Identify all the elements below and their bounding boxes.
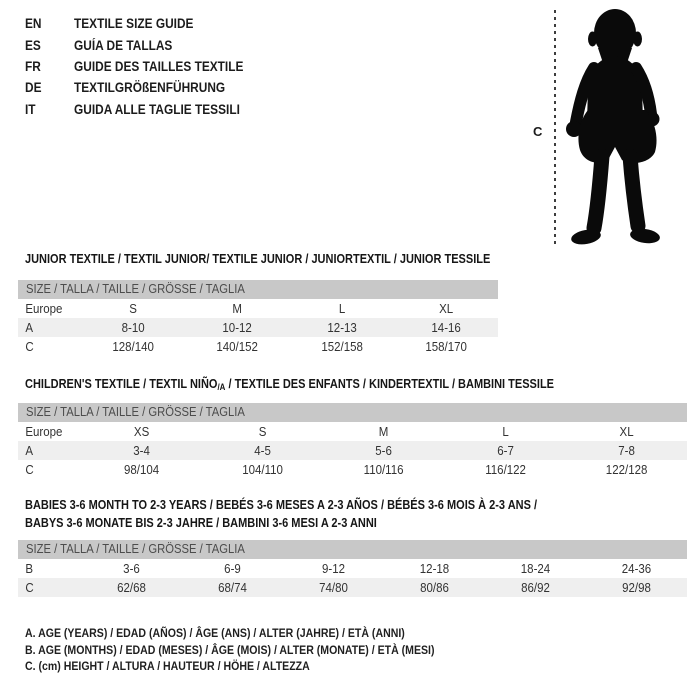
footnote-a: A. AGE (YEARS) / EDAD (AÑOS) / ÂGE (ANS) / ALTER (JAHRE) / ETÀ (ANNI) [25, 626, 405, 640]
section-title-junior: JUNIOR TEXTILE / TEXTIL JUNIOR/ TEXTILE JUNIOR / JUNIORTEXTIL / JUNIOR TESSILE [25, 252, 491, 266]
row-label: Europe [25, 301, 63, 316]
language-row-de [25, 77, 267, 98]
table-cell: S [129, 301, 137, 316]
junior-size-table [18, 280, 498, 356]
table-cell: 92/98 [622, 580, 651, 595]
table-row [18, 318, 498, 337]
table-cell: 140/152 [216, 339, 259, 354]
table-cell: 122/128 [605, 462, 648, 477]
table-cell: 7-8 [618, 443, 635, 458]
language-row-es [25, 34, 267, 55]
table-cell: 158/170 [425, 339, 467, 354]
footnotes [25, 626, 490, 676]
table-cell: 110/116 [364, 462, 404, 477]
table-cell: 104/110 [242, 462, 284, 477]
table-cell: 18-24 [520, 561, 551, 576]
baby-silhouette-icon [558, 6, 670, 248]
table-cell: 3-6 [123, 561, 140, 576]
language-code: EN [25, 16, 42, 32]
babies-size-table [18, 540, 687, 597]
language-title: GUIDA ALLE TAGLIE TESSILI [74, 101, 240, 117]
table-cell: 98/104 [123, 462, 160, 477]
table-cell: 86/92 [521, 580, 550, 595]
row-label: C [25, 580, 34, 595]
row-label: B [25, 561, 34, 576]
table-cell: 80/86 [420, 580, 449, 595]
table-cell: XS [133, 424, 150, 439]
row-label: Europe [25, 424, 63, 439]
language-code: FR [25, 58, 41, 74]
size-header-bar: SIZE / TALLA / TAILLE / GRÖSSE / TAGLIA [18, 540, 687, 559]
table-cell: 3-4 [133, 443, 150, 458]
language-code: IT [25, 101, 36, 117]
table-row [18, 578, 687, 597]
height-measure-label: C [533, 124, 543, 139]
section-title-children: CHILDREN'S TEXTILE / TEXTIL NIÑO/A / TEXTILE DES ENFANTS / KINDERTEXTIL / BAMBINI TESSILE [25, 377, 555, 392]
table-cell: 152/158 [320, 339, 363, 354]
language-title: GUÍA DE TALLAS [74, 37, 173, 53]
table-cell: 9-12 [321, 561, 346, 576]
row-label: A [25, 320, 34, 335]
children-size-table [18, 403, 687, 479]
table-cell: 6-9 [224, 561, 241, 576]
table-cell: 4-5 [254, 443, 272, 458]
table-row [18, 559, 687, 578]
size-header-bar: SIZE / TALLA / TAILLE / GRÖSSE / TAGLIA [18, 403, 687, 422]
language-title: TEXTILGRÖßENFÜHRUNG [74, 80, 226, 96]
table-cell: L [338, 301, 345, 316]
language-title: TEXTILE SIZE GUIDE [74, 16, 194, 32]
table-cell: 5-6 [375, 443, 393, 458]
row-label: C [25, 339, 34, 354]
footnote-b: B. AGE (MONTHS) / EDAD (MESES) / ÂGE (MOIS) / ALTER (MONATE) / ETÀ (MESI) [25, 642, 435, 657]
section-title-babies: BABIES 3-6 MONTH TO 2-3 YEARS / BEBÉS 3-6 MESES A 2-3 AÑOS / BÉBÉS 3-6 MOIS À 2-3 ANS / BABYS 3-6 MONATE BIS 2-3 JAHRE / BAMBINI 3-6 MESI A 2-3 ANNI [25, 498, 538, 530]
language-code: DE [25, 80, 42, 96]
language-code: ES [25, 37, 41, 53]
table-cell: M [379, 424, 389, 439]
table-cell: XL [438, 301, 453, 316]
row-label: A [25, 443, 34, 458]
footnote-c: C. (cm) HEIGHT / ALTURA / HAUTEUR / HÖHE / ALTEZZA [25, 659, 310, 674]
table-cell: 116/122 [484, 462, 526, 477]
table-cell: 128/140 [112, 339, 154, 354]
table-row [18, 299, 498, 318]
table-row [18, 422, 687, 441]
row-label: C [25, 462, 34, 477]
table-cell: S [258, 424, 267, 439]
table-cell: 6-7 [496, 443, 514, 458]
table-cell: 62/68 [117, 580, 146, 595]
table-cell: 12-13 [326, 320, 357, 335]
table-row [18, 337, 498, 356]
height-measure-dashed-line [554, 10, 556, 245]
table-cell: 10-12 [222, 320, 253, 335]
table-cell: XL [619, 424, 634, 439]
table-cell: M [232, 301, 243, 316]
language-list [25, 13, 267, 120]
table-cell: 8-10 [121, 320, 145, 335]
language-row-it [25, 99, 267, 120]
table-cell: 68/74 [218, 580, 247, 595]
table-cell: 12-18 [419, 561, 450, 576]
table-cell: 14-16 [431, 320, 461, 335]
table-cell: L [501, 424, 509, 439]
size-header-bar: SIZE / TALLA / TAILLE / GRÖSSE / TAGLIA [18, 280, 498, 299]
table-cell: 24-36 [621, 561, 652, 576]
table-row [18, 441, 687, 460]
language-title: GUIDE DES TAILLES TEXTILE [74, 58, 244, 74]
language-row-fr [25, 56, 267, 77]
language-row-en [25, 13, 267, 34]
table-cell: 74/80 [319, 580, 348, 595]
table-row [18, 460, 687, 479]
